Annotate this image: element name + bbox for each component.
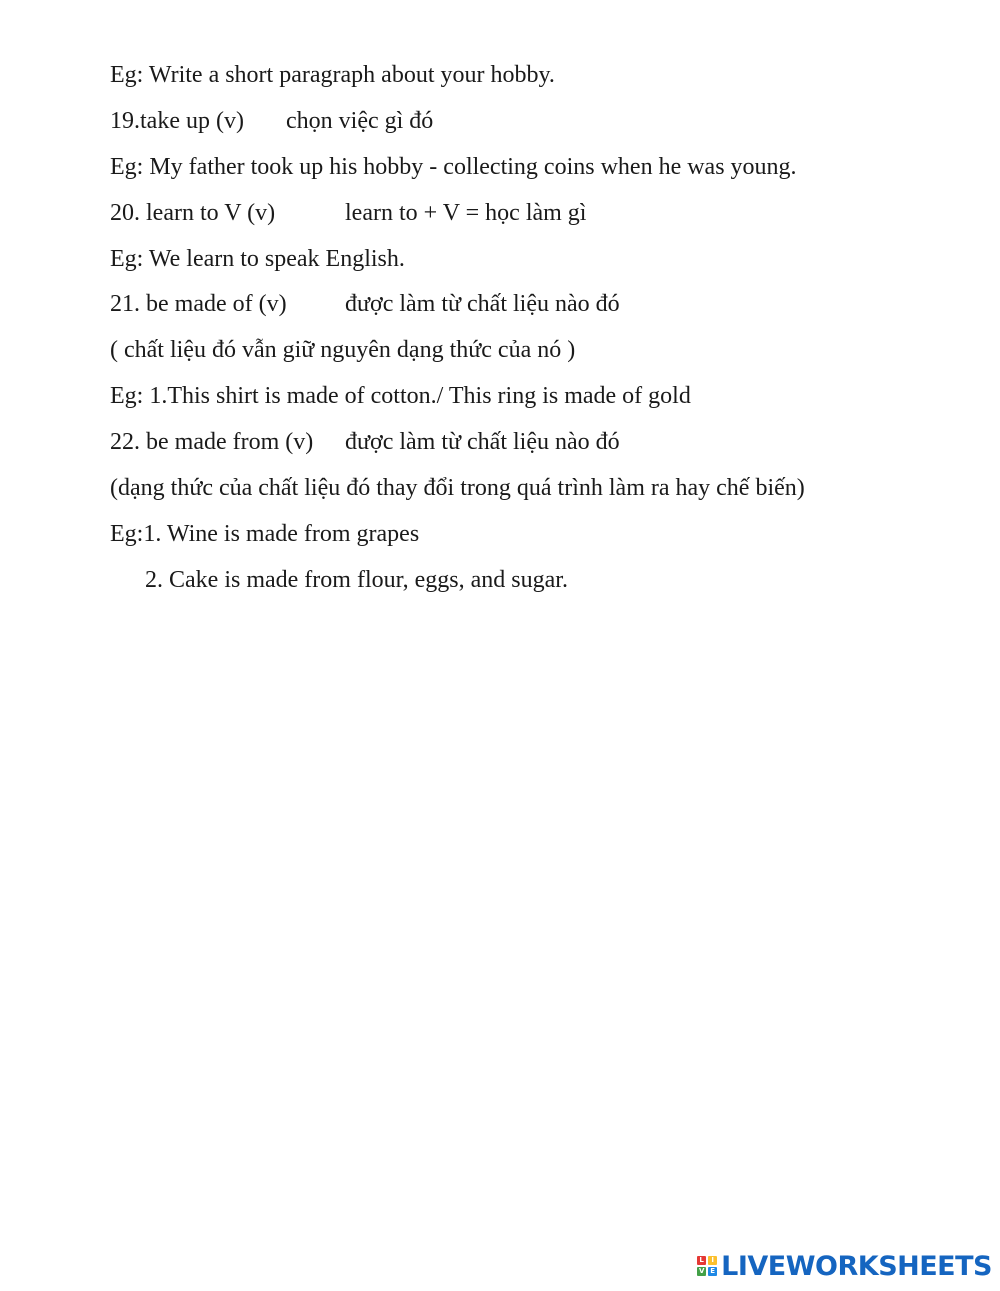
vocab-entry-22 — [110, 422, 970, 468]
liveworksheets-brand — [697, 1251, 992, 1281]
example-line: 2. Cake is made from flour, eggs, and sugar. — [145, 566, 568, 593]
vocab-meaning: chọn việc gì đó — [286, 107, 434, 134]
vocab-meaning: được làm từ chất liệu nào đó — [345, 291, 620, 318]
brand-name: LIVEWORKSHEETS — [721, 1250, 992, 1282]
example-line: Eg: We learn to speak English. — [110, 245, 405, 272]
note-line: (dạng thức của chất liệu đó thay đổi trong quá trình làm ra hay chế biến) — [110, 475, 805, 502]
vocab-entry-21 — [110, 284, 970, 330]
example-line: Eg: 1.This shirt is made of cotton./ This ring is made of gold — [110, 383, 691, 410]
document-body — [110, 55, 970, 606]
logo-tile: V — [698, 1267, 705, 1275]
example-line: Eg: Write a short paragraph about your hobby. — [110, 62, 555, 88]
note-line: ( chất liệu đó vẫn giữ nguyên dạng thức của nó ) — [110, 337, 576, 364]
vocab-term: 20. learn to V (v) — [110, 199, 276, 226]
vocab-term: 19.take up (v) — [110, 107, 244, 134]
vocab-term: 22. be made from (v) — [110, 429, 314, 456]
vocab-meaning: learn to + V = học làm gì — [345, 199, 587, 226]
logo-tile: L — [697, 1256, 706, 1265]
liveworksheets-logo-icon — [697, 1256, 717, 1276]
example-line: Eg: My father took up his hobby - collecting coins when he was young. — [110, 153, 797, 180]
vocab-entry-20 — [110, 193, 970, 239]
logo-tile: I — [708, 1256, 717, 1265]
example-line: Eg:1. Wine is made from grapes — [110, 520, 420, 547]
vocab-entry-19 — [110, 101, 970, 147]
vocab-meaning: được làm từ chất liệu nào đó — [345, 429, 620, 456]
logo-tile: E — [708, 1267, 717, 1276]
vocab-term: 21. be made of (v) — [110, 291, 287, 318]
